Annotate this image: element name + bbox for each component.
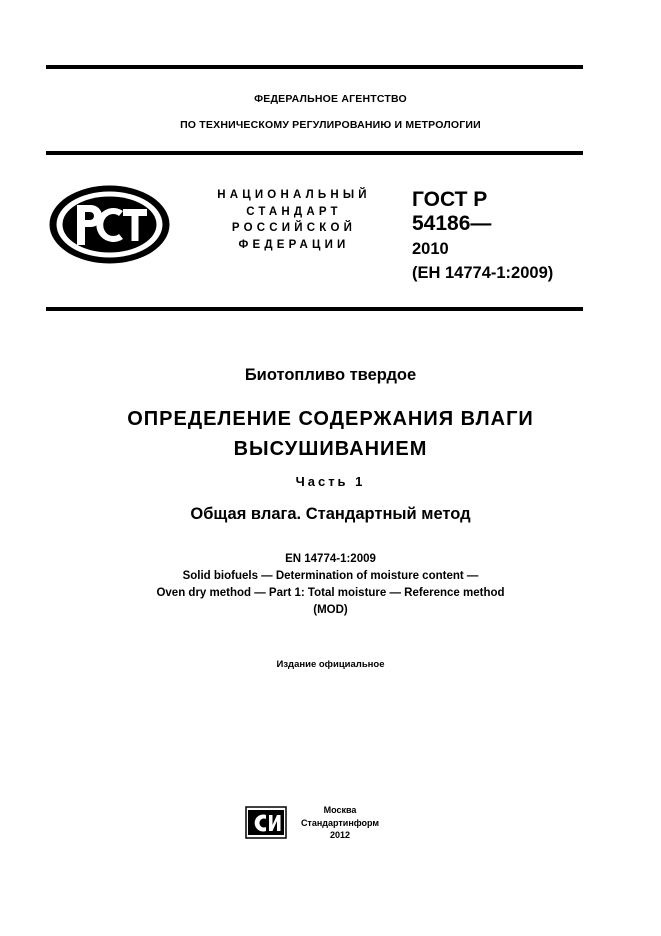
standard-divider (46, 307, 583, 311)
gost-line-4: (ЕН 14774-1:2009) (412, 264, 554, 282)
national-line-3: РОССИЙСКОЙ (231, 222, 357, 234)
national-line-1: НАЦИОНАЛЬНЫЙ (217, 189, 371, 201)
main-title-line-1: ОПРЕДЕЛЕНИЕ СОДЕРЖАНИЯ ВЛАГИ (127, 408, 534, 430)
national-standard-block (196, 187, 392, 253)
gost-line-2: 54186— (412, 212, 492, 235)
main-title-line-2: ВЫСУШИВАНИЕМ (233, 438, 428, 460)
publisher-city: Москва (323, 805, 357, 815)
english-line-1: EN 14774-1:2009 (285, 553, 376, 565)
category-title: Биотопливо твердое (244, 366, 417, 384)
edition-label: Издание официальное (276, 659, 385, 670)
national-line-2: СТАНДАРТ (246, 205, 342, 218)
header-divider (46, 151, 583, 155)
rst-certification-logo-icon (47, 183, 172, 266)
gost-line-1: ГОСТ Р (412, 188, 488, 211)
publisher-block (296, 804, 384, 842)
top-rule (46, 65, 583, 69)
english-line-4: (MOD) (313, 604, 348, 616)
agency-line-1: ФЕДЕРАЛЬНОЕ АГЕНТСТВО (254, 93, 407, 105)
gost-line-3: 2010 (412, 240, 449, 258)
english-line-2: Solid biofuels — Determination of moisture content — (182, 570, 479, 582)
agency-line-2: ПО ТЕХНИЧЕСКОМУ РЕГУЛИРОВАНИЮ И МЕТРОЛОГИИ (180, 119, 481, 131)
national-line-4: ФЕДЕРАЦИИ (238, 238, 350, 251)
subtitle: Общая влага. Стандартный метод (190, 505, 471, 523)
part-label: Часть 1 (295, 474, 366, 489)
publisher-name: Стандартинформ (300, 817, 380, 828)
standartinform-logo-icon (245, 806, 287, 839)
english-line-3: Oven dry method — Part 1: Total moisture — Reference method (156, 587, 505, 599)
publisher-year: 2012 (329, 830, 351, 840)
